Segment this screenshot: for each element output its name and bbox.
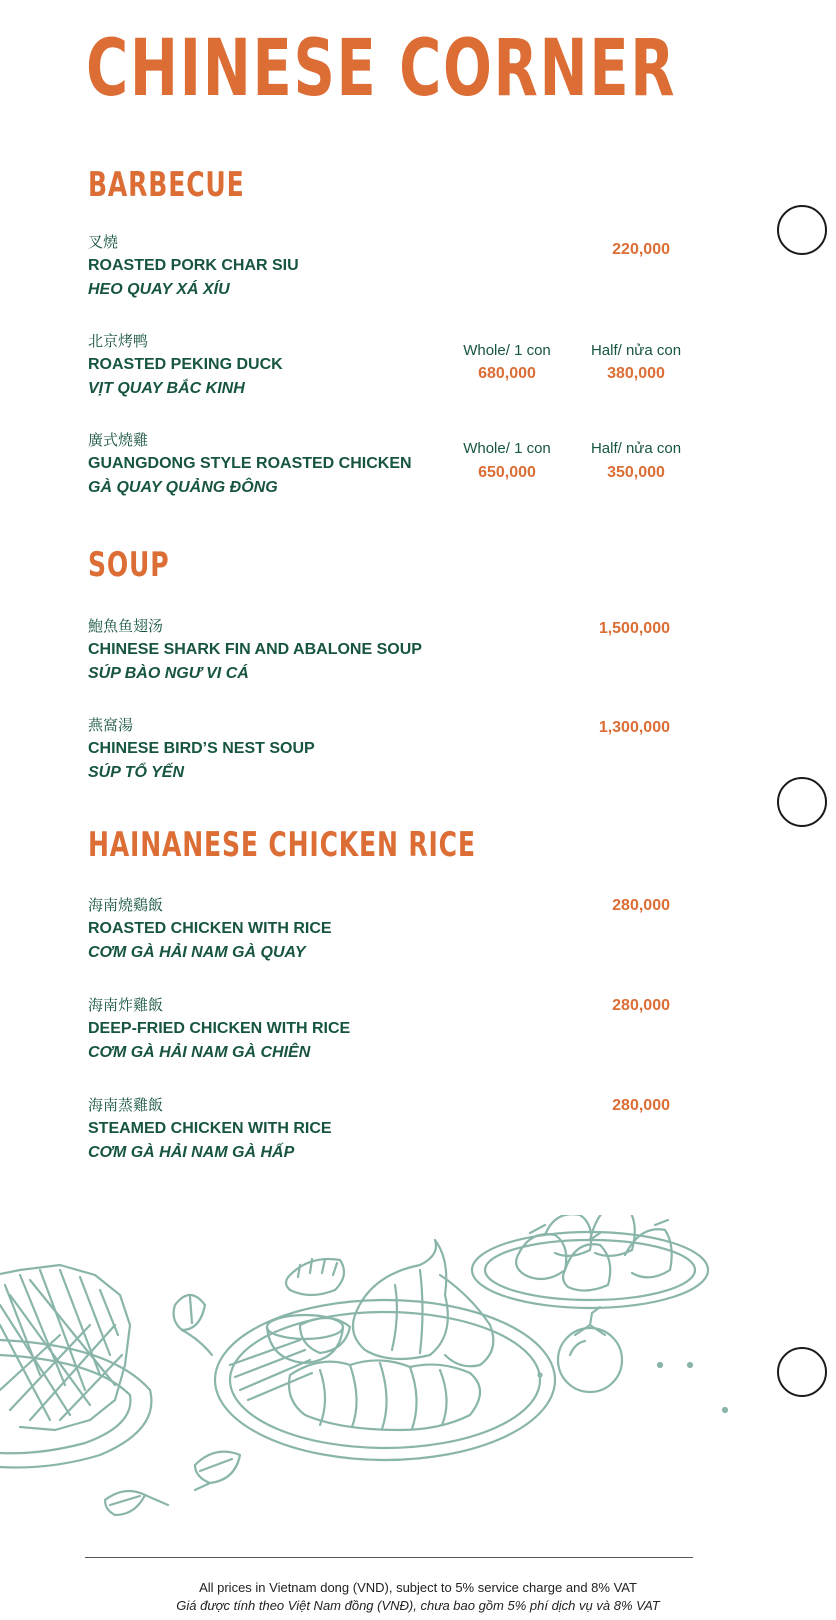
item-name-vietnamese: CƠM GÀ HẢI NAM GÀ QUAY [88,944,306,961]
item-name-english: DEEP-FRIED CHICKEN WITH RICE [88,1020,351,1037]
half-price-label: Half/ nửa con [590,440,682,457]
item-name-english: ROASTED PORK CHAR SIU [88,257,299,274]
section-title-barbecue: BARBECUE [88,165,245,205]
center-plate-drawing [215,1240,555,1460]
food-illustration [0,1215,836,1545]
item-name-vietnamese: GÀ QUAY QUẢNG ĐÔNG [88,479,278,496]
item-price: 280,000 [612,997,670,1014]
item-name-chinese: 廣式燒雞 [88,431,149,449]
item-name-chinese: 海南燒鷄飯 [88,896,164,914]
dots-drawing [539,1363,728,1412]
item-name-chinese: 叉燒 [88,233,119,251]
whole-price: 650,000 [478,464,536,481]
item-price: 280,000 [612,897,670,914]
item-name-english: ROASTED CHICKEN WITH RICE [88,920,332,937]
item-price: 1,300,000 [598,719,670,736]
item-name-vietnamese: SÚP TỔ YẾN [88,764,185,781]
page-title: CHINESE CORNER [86,24,677,114]
item-name-english: ROASTED PEKING DUCK [88,356,283,373]
section-title-soup: SOUP [88,545,170,585]
item-name-vietnamese: HEO QUAY XÁ XÍU [88,281,230,298]
whole-price-label: Whole/ 1 con [463,440,551,457]
footer-divider [85,1557,693,1558]
whole-price: 680,000 [478,365,536,382]
leaves-drawing [105,1295,240,1515]
item-name-english: STEAMED CHICKEN WITH RICE [88,1120,332,1137]
item-name-english: CHINESE BIRD’S NEST SOUP [88,740,315,757]
item-name-chinese: 鮑魚鱼翅汤 [88,617,164,635]
item-name-vietnamese: CƠM GÀ HẢI NAM GÀ CHIÊN [88,1044,311,1061]
item-name-vietnamese: CƠM GÀ HẢI NAM GÀ HẤP [88,1144,295,1161]
item-price: 1,500,000 [598,620,670,637]
half-price-label: Half/ nửa con [590,342,682,359]
item-name-vietnamese: VỊT QUAY BẮC KINH [88,380,245,397]
half-price: 380,000 [607,365,665,382]
item-name-chinese: 北京烤鸭 [88,332,149,350]
dumpling-drawing [286,1259,344,1295]
dumpling-plate-drawing [472,1215,708,1308]
item-name-english: GUANGDONG STYLE ROASTED CHICKEN [88,455,412,472]
binder-hole-middle [777,777,827,827]
item-name-chinese: 海南蒸雞飯 [88,1096,164,1114]
item-price: 280,000 [612,1097,670,1114]
section-title-hainanese-chicken-rice: HAINANESE CHICKEN RICE [88,825,476,865]
binder-hole-top [777,205,827,255]
item-name-english: CHINESE SHARK FIN AND ABALONE SOUP [88,641,422,658]
whole-price-label: Whole/ 1 con [463,342,551,359]
half-price: 350,000 [607,464,665,481]
footer-note-english: All prices in Vietnam dong (VND), subject to 5% service charge and 8% VAT [199,1580,637,1595]
tomato-drawing [558,1307,622,1392]
noodle-plate-drawing [0,1265,151,1468]
footer-note-vietnamese: Giá được tính theo Việt Nam đồng (VNĐ), chưa bao gồm 5% phí dịch vụ và 8% VAT [176,1598,660,1613]
item-name-chinese: 海南炸雞飯 [88,996,164,1014]
item-price: 220,000 [612,241,670,258]
item-name-chinese: 燕窩湯 [88,716,134,734]
item-name-vietnamese: SÚP BÀO NGƯ VI CÁ [88,665,249,682]
